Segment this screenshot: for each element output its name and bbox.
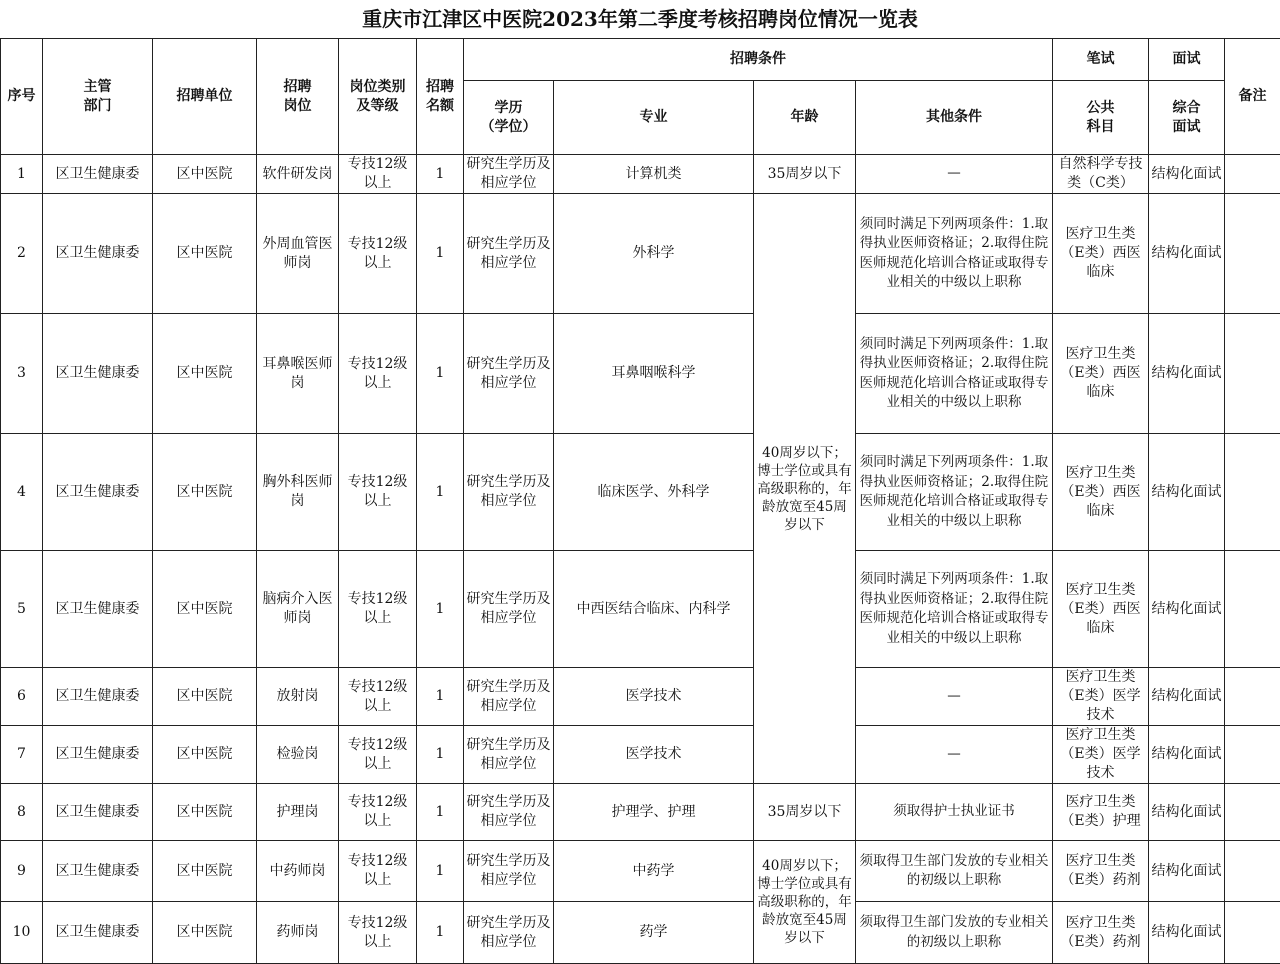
cell-category: 专技12级以上	[339, 668, 417, 726]
table-row	[1, 434, 1280, 551]
cell-quota: 1	[417, 784, 464, 841]
cell-category: 专技12级以上	[339, 434, 417, 551]
cell-age: 40周岁以下；博士学位或具有高级职称的，年龄放宽至45周岁以下	[754, 841, 856, 964]
table-row	[1, 784, 1280, 841]
cell-edu: 研究生学历及相应学位	[464, 551, 554, 668]
cell-quota: 1	[417, 314, 464, 434]
cell-seq: 5	[1, 551, 43, 668]
cell-other: 须同时满足下列两项条件：1.取得执业医师资格证；2.取得住院医师规范化培训合格证或取得专业相关的中级以上职称	[856, 551, 1053, 668]
cell-interview: 结构化面试	[1149, 784, 1225, 841]
cell-edu: 研究生学历及相应学位	[464, 668, 554, 726]
cell-age: 35周岁以下	[754, 784, 856, 841]
cell-written: 医疗卫生类（E类）西医临床	[1053, 314, 1149, 434]
cell-quota: 1	[417, 434, 464, 551]
cell-written: 医疗卫生类（E类）药剂	[1053, 902, 1149, 964]
cell-remark	[1225, 155, 1280, 194]
cell-remark	[1225, 841, 1280, 902]
cell-written: 医疗卫生类（E类）药剂	[1053, 841, 1149, 902]
cell-post: 耳鼻喉医师岗	[257, 314, 339, 434]
cell-remark	[1225, 194, 1280, 314]
cell-major: 外科学	[554, 194, 754, 314]
recruitment-table	[0, 38, 1280, 964]
cell-dept: 区卫生健康委	[43, 194, 153, 314]
cell-major: 药学	[554, 902, 754, 964]
cell-category: 专技12级以上	[339, 841, 417, 902]
cell-category: 专技12级以上	[339, 155, 417, 194]
header-quota	[417, 39, 464, 155]
cell-seq: 6	[1, 668, 43, 726]
cell-unit: 区中医院	[153, 551, 257, 668]
cell-unit: 区中医院	[153, 434, 257, 551]
header-interview-sub-text: 综合 面试	[1173, 100, 1201, 135]
cell-major: 医学技术	[554, 668, 754, 726]
cell-unit: 区中医院	[153, 314, 257, 434]
cell-other: 须取得卫生部门发放的专业相关的初级以上职称	[856, 841, 1053, 902]
cell-edu: 研究生学历及相应学位	[464, 155, 554, 194]
cell-category: 专技12级以上	[339, 902, 417, 964]
header-post	[257, 39, 339, 155]
page-title: 重庆市江津区中医院2023年第二季度考核招聘岗位情况一览表	[0, 2, 1280, 36]
cell-written: 自然科学专技类（C类）	[1053, 155, 1149, 194]
cell-edu: 研究生学历及相应学位	[464, 902, 554, 964]
cell-seq: 4	[1, 434, 43, 551]
cell-category: 专技12级以上	[339, 551, 417, 668]
header-remark: 备注	[1225, 39, 1280, 155]
cell-post: 检验岗	[257, 726, 339, 784]
cell-post: 药师岗	[257, 902, 339, 964]
cell-interview: 结构化面试	[1149, 155, 1225, 194]
table-row	[1, 194, 1280, 314]
cell-remark	[1225, 314, 1280, 434]
header-post-text: 招聘 岗位	[284, 79, 312, 114]
cell-other: —	[856, 155, 1053, 194]
table-row	[1, 668, 1280, 726]
cell-remark	[1225, 784, 1280, 841]
cell-post: 脑病介入医师岗	[257, 551, 339, 668]
cell-post: 护理岗	[257, 784, 339, 841]
cell-dept: 区卫生健康委	[43, 314, 153, 434]
cell-other: 须同时满足下列两项条件：1.取得执业医师资格证；2.取得住院医师规范化培训合格证或取得专业相关的中级以上职称	[856, 314, 1053, 434]
cell-post: 中药师岗	[257, 841, 339, 902]
cell-major: 临床医学、外科学	[554, 434, 754, 551]
table-row	[1, 902, 1280, 964]
cell-quota: 1	[417, 551, 464, 668]
cell-dept: 区卫生健康委	[43, 155, 153, 194]
header-other: 其他条件	[856, 81, 1053, 155]
cell-unit: 区中医院	[153, 194, 257, 314]
cell-interview: 结构化面试	[1149, 841, 1225, 902]
cell-post: 软件研发岗	[257, 155, 339, 194]
header-written-sub	[1053, 81, 1149, 155]
cell-major: 耳鼻咽喉科学	[554, 314, 754, 434]
cell-post: 放射岗	[257, 668, 339, 726]
header-written: 笔试	[1053, 39, 1149, 81]
cell-written: 医疗卫生类（E类）护理	[1053, 784, 1149, 841]
cell-dept: 区卫生健康委	[43, 784, 153, 841]
cell-unit: 区中医院	[153, 784, 257, 841]
cell-remark	[1225, 434, 1280, 551]
cell-age: 40周岁以下；博士学位或具有高级职称的，年龄放宽至45周岁以下	[754, 194, 856, 784]
cell-dept: 区卫生健康委	[43, 551, 153, 668]
cell-seq: 1	[1, 155, 43, 194]
cell-other: 须同时满足下列两项条件：1.取得执业医师资格证；2.取得住院医师规范化培训合格证或取得专业相关的中级以上职称	[856, 434, 1053, 551]
header-major: 专业	[554, 81, 754, 155]
cell-unit: 区中医院	[153, 841, 257, 902]
table-row	[1, 314, 1280, 434]
cell-interview: 结构化面试	[1149, 902, 1225, 964]
cell-edu: 研究生学历及相应学位	[464, 194, 554, 314]
cell-remark	[1225, 726, 1280, 784]
cell-unit: 区中医院	[153, 155, 257, 194]
cell-seq: 7	[1, 726, 43, 784]
cell-quota: 1	[417, 194, 464, 314]
cell-seq: 3	[1, 314, 43, 434]
header-seq: 序号	[1, 39, 43, 155]
cell-dept: 区卫生健康委	[43, 434, 153, 551]
cell-category: 专技12级以上	[339, 784, 417, 841]
table-row	[1, 841, 1280, 902]
header-quota-text: 招聘 名额	[426, 79, 454, 114]
cell-interview: 结构化面试	[1149, 434, 1225, 551]
cell-edu: 研究生学历及相应学位	[464, 314, 554, 434]
cell-dept: 区卫生健康委	[43, 902, 153, 964]
cell-other: 须取得护士执业证书	[856, 784, 1053, 841]
header-edu	[464, 81, 554, 155]
header-written-sub-text: 公共 科目	[1087, 100, 1115, 135]
cell-dept: 区卫生健康委	[43, 841, 153, 902]
cell-quota: 1	[417, 726, 464, 784]
cell-edu: 研究生学历及相应学位	[464, 784, 554, 841]
cell-seq: 2	[1, 194, 43, 314]
cell-other: 须同时满足下列两项条件：1.取得执业医师资格证；2.取得住院医师规范化培训合格证或取得专业相关的中级以上职称	[856, 194, 1053, 314]
cell-interview: 结构化面试	[1149, 551, 1225, 668]
cell-category: 专技12级以上	[339, 314, 417, 434]
cell-edu: 研究生学历及相应学位	[464, 434, 554, 551]
cell-remark	[1225, 551, 1280, 668]
cell-written: 医疗卫生类（E类）医学技术	[1053, 726, 1149, 784]
cell-remark	[1225, 902, 1280, 964]
header-category-text: 岗位类别 及等级	[350, 79, 406, 114]
cell-major: 护理学、护理	[554, 784, 754, 841]
cell-seq: 10	[1, 902, 43, 964]
header-conditions: 招聘条件	[464, 39, 1053, 81]
cell-post: 外周血管医师岗	[257, 194, 339, 314]
header-unit: 招聘单位	[153, 39, 257, 155]
cell-quota: 1	[417, 841, 464, 902]
cell-category: 专技12级以上	[339, 194, 417, 314]
cell-written: 医疗卫生类（E类）西医临床	[1053, 194, 1149, 314]
cell-seq: 9	[1, 841, 43, 902]
cell-interview: 结构化面试	[1149, 314, 1225, 434]
cell-unit: 区中医院	[153, 668, 257, 726]
cell-other: —	[856, 726, 1053, 784]
cell-quota: 1	[417, 668, 464, 726]
cell-seq: 8	[1, 784, 43, 841]
cell-interview: 结构化面试	[1149, 194, 1225, 314]
header-edu-text: 学历 （学位）	[481, 100, 537, 135]
cell-major: 中药学	[554, 841, 754, 902]
table-row	[1, 551, 1280, 668]
cell-quota: 1	[417, 155, 464, 194]
cell-written: 医疗卫生类（E类）西医临床	[1053, 434, 1149, 551]
cell-unit: 区中医院	[153, 726, 257, 784]
cell-dept: 区卫生健康委	[43, 726, 153, 784]
table-row	[1, 726, 1280, 784]
cell-other: 须取得卫生部门发放的专业相关的初级以上职称	[856, 902, 1053, 964]
cell-edu: 研究生学历及相应学位	[464, 841, 554, 902]
cell-major: 计算机类	[554, 155, 754, 194]
cell-other: —	[856, 668, 1053, 726]
header-category	[339, 39, 417, 155]
cell-age: 35周岁以下	[754, 155, 856, 194]
header-age: 年龄	[754, 81, 856, 155]
table-row	[1, 155, 1280, 194]
cell-remark	[1225, 668, 1280, 726]
cell-written: 医疗卫生类（E类）医学技术	[1053, 668, 1149, 726]
cell-major: 中西医结合临床、内科学	[554, 551, 754, 668]
header-dept-text: 主管 部门	[84, 79, 112, 114]
cell-quota: 1	[417, 902, 464, 964]
cell-written: 医疗卫生类（E类）西医临床	[1053, 551, 1149, 668]
cell-edu: 研究生学历及相应学位	[464, 726, 554, 784]
cell-interview: 结构化面试	[1149, 668, 1225, 726]
cell-dept: 区卫生健康委	[43, 668, 153, 726]
header-interview-sub	[1149, 81, 1225, 155]
header-interview: 面试	[1149, 39, 1225, 81]
cell-unit: 区中医院	[153, 902, 257, 964]
cell-interview: 结构化面试	[1149, 726, 1225, 784]
cell-major: 医学技术	[554, 726, 754, 784]
header-dept	[43, 39, 153, 155]
cell-category: 专技12级以上	[339, 726, 417, 784]
cell-post: 胸外科医师岗	[257, 434, 339, 551]
